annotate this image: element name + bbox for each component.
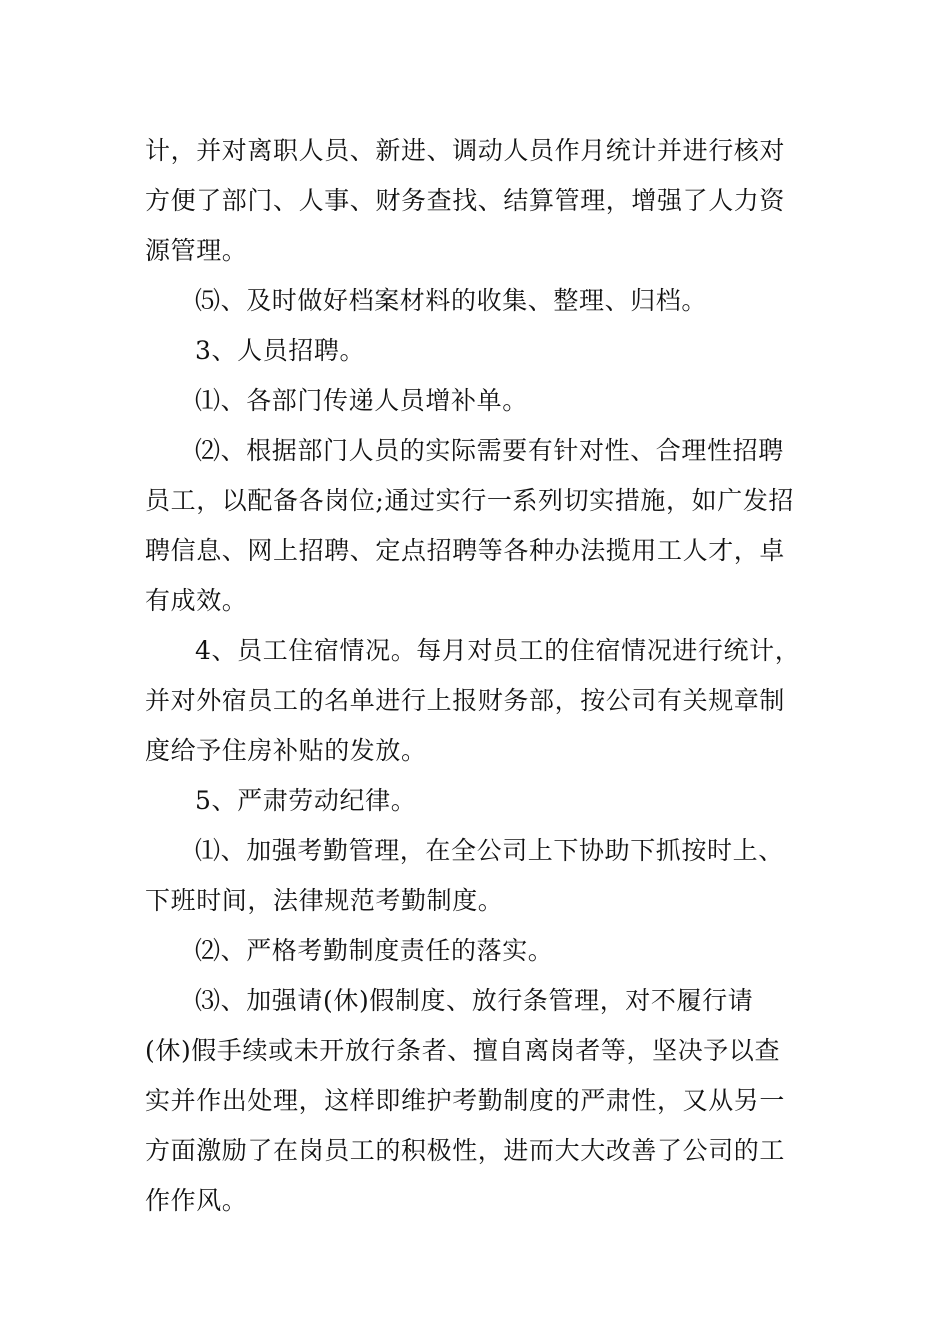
text-line: 方面激励了在岗员工的积极性，进而大大改善了公司的工 <box>145 1136 786 1165</box>
text-line: 作作风。 <box>145 1186 248 1215</box>
section-heading: 4、员工住宿情况。每月对员工的住宿情况进行统计， <box>195 636 801 665</box>
list-item-heading: ⑴、各部门传递人员增补单。 <box>195 386 528 415</box>
list-item-heading: ⑵、根据部门人员的实际需要有针对性、合理性招聘 <box>195 436 784 465</box>
list-item-heading: ⑵、严格考勤制度责任的落实。 <box>195 936 554 965</box>
text-line: 方便了部门、人事、财务查找、结算管理，增强了人力资 <box>145 186 786 215</box>
text-line: 聘信息、网上招聘、定点招聘等各种办法揽用工人才，卓 <box>145 536 786 565</box>
text-line: 度给予住房补贴的发放。 <box>145 736 427 765</box>
text-line: 实并作出处理，这样即维护考勤制度的严肃性，又从另一 <box>145 1086 786 1115</box>
text-line: (休)假手续或未开放行条者、擅自离岗者等，坚决予以查 <box>145 1036 781 1065</box>
text-line: 源管理。 <box>145 236 248 265</box>
text-line: 有成效。 <box>145 586 248 615</box>
text-line: 员工，以配备各岗位;通过实行一系列切实措施，如广发招 <box>145 486 795 515</box>
list-item-heading: ⑴、加强考勤管理，在全公司上下协助下抓按时上、 <box>195 836 784 865</box>
list-item-heading: ⑶、加强请(休)假制度、放行条管理，对不履行请 <box>195 986 754 1015</box>
text-line: 计，并对离职人员、新进、调动人员作月统计并进行核对 <box>145 136 786 165</box>
list-item-heading: ⑸、及时做好档案材料的收集、整理、归档。 <box>195 286 708 315</box>
text-line: 下班时间，法律规范考勤制度。 <box>145 886 504 915</box>
section-heading: 3、人员招聘。 <box>195 336 366 365</box>
text-line: 并对外宿员工的名单进行上报财务部，按公司有关规章制 <box>145 686 786 715</box>
section-heading: 5、严肃劳动纪律。 <box>195 786 417 815</box>
